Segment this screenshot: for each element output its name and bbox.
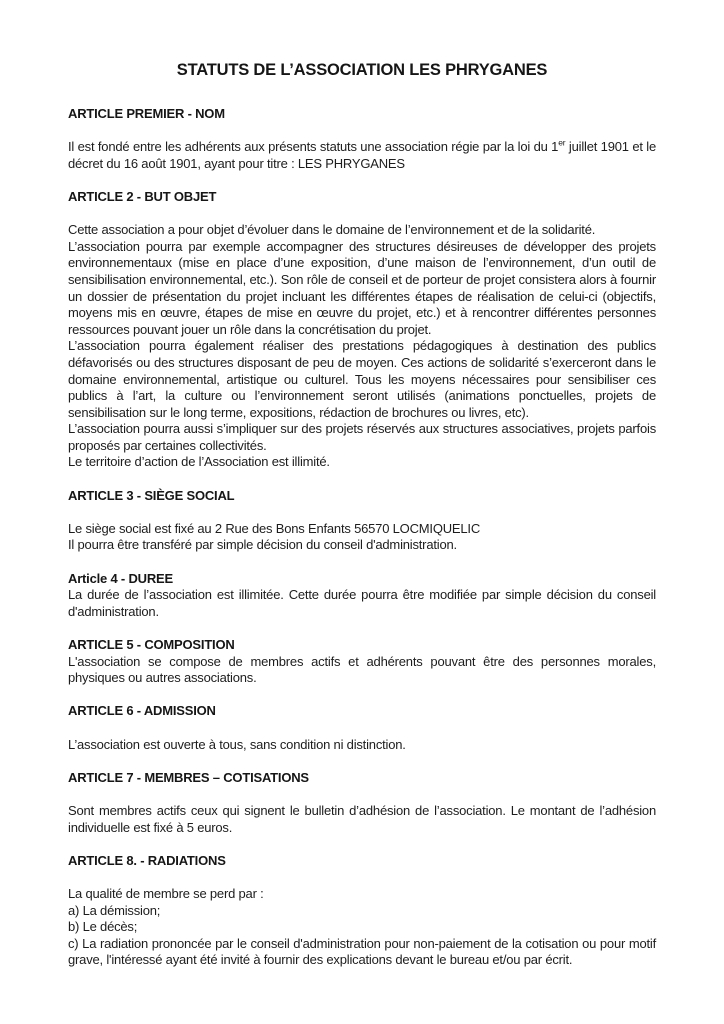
article-2-paragraph: L’association pourra également réaliser des prestations pédagogiques à destination des publics défavorisés ou des structures disposant de peu de moyen. Ces actions de solidarité s’exerceront dans le domaine environnemental, artistique ou culturel. Tous les moyens nécessaires pour sensibiliser ces publics à l’art, la culture ou l’environnement seront utilisés (animations ponctuelles, projets de sensibilisation sur le long terme, expositions, rédaction de brochures ou livres, etc).: [68, 338, 656, 420]
article-3-paragraph: Il pourra être transféré par simple décision du conseil d'administration.: [68, 537, 457, 553]
article-2-body: [68, 222, 656, 471]
ordinal-superscript: er: [558, 137, 566, 148]
article-4-section: [68, 571, 656, 621]
article-4-body: [68, 587, 656, 620]
article-2-paragraph: Cette association a pour objet d’évoluer dans le domaine de l’environnement et de la solidarité.: [68, 222, 596, 238]
article-8-heading: ARTICLE 8. - RADIATIONS: [68, 852, 226, 868]
article-6-heading: ARTICLE 6 - ADMISSION: [68, 703, 216, 719]
article-3-heading: ARTICLE 3 - SIÈGE SOCIAL: [68, 487, 235, 503]
article-7-paragraph: Sont membres actifs ceux qui signent le bulletin d’adhésion de l’association. Le montant de l’adhésion individuelle est fixé à 5 euros.: [68, 802, 656, 835]
article-1-body: [68, 139, 656, 172]
article-7-body: [68, 803, 656, 836]
article-2-paragraph: L’association pourra par exemple accompagner des structures désireuses de développer des projets environnementaux (mise en place d’une exposition, d’une maison de l’environnement, d’un outil de sensibilisation environnemental, etc.). Son rôle de conseil et de porteur de projet consistera alors à fournir un dossier de présentation du projet incluant les différentes étapes de réalisation de celui-ci (objectifs, moyens mis en œuvre, étapes de mise en œuvre du projet, etc.) et à rencontrer différentes personnes ressources pouvant jouer un rôle dans la concrétisation du projet.: [68, 238, 656, 337]
article-3-paragraph: Le siège social est fixé au 2 Rue des Bons Enfants 56570 LOCMIQUELIC: [68, 520, 481, 536]
article-7-section: [68, 770, 656, 836]
article-1-heading: ARTICLE PREMIER - NOM: [68, 106, 225, 121]
document-title: STATUTS DE L’ASSOCIATION LES PHRYGANES: [176, 61, 548, 79]
article-4-heading: Article 4 - DUREE: [68, 570, 173, 586]
article-7-heading: ARTICLE 7 - MEMBRES – COTISATIONS: [68, 769, 309, 785]
article-1-section: [68, 106, 656, 172]
article-1-paragraph: [68, 139, 656, 172]
article-5-body: [68, 654, 656, 687]
article-8-body: [68, 886, 656, 969]
article-6-paragraph: L’association est ouverte à tous, sans condition ni distinction.: [68, 736, 406, 752]
article-8-section: [68, 853, 656, 969]
article-8-list-item-c: c) La radiation prononcée par le conseil d'administration pour non-paiement de la cotisation ou pour motif grave, l'intéressé ayant été invité à fournir des explications devant le bureau et/ou par écrit.: [68, 935, 656, 968]
article-4-paragraph: La durée de l’association est illimitée. Cette durée pourra être modifiée par simple décision du conseil d'administration.: [68, 587, 656, 619]
article-2-paragraph: Le territoire d’action de l’Association est illimité.: [68, 454, 330, 470]
article-6-section: [68, 703, 656, 753]
article-3-section: [68, 488, 656, 554]
article-6-body: [68, 737, 656, 754]
article-2-section: [68, 189, 656, 471]
article-1-text-post: juillet 1901 et le décret du 16 août 1901, ayant pour titre : LES PHRYGANES: [68, 139, 656, 171]
article-5-heading: ARTICLE 5 - COMPOSITION: [68, 637, 235, 652]
article-2-paragraph: L’association pourra aussi s’impliquer sur des projets réservés aux structures associatives, projets parfois proposés par certaines collectivités.: [68, 421, 656, 453]
article-8-paragraph: La qualité de membre se perd par :: [68, 885, 264, 901]
article-5-section: [68, 637, 656, 687]
article-3-body: [68, 521, 656, 554]
article-2-heading: ARTICLE 2 - BUT OBJET: [68, 188, 217, 204]
article-8-list-item-b: b) Le décès;: [68, 919, 138, 935]
article-5-paragraph: L'association se compose de membres actifs et adhérents pouvant être des personnes morales, physiques ou autres associations.: [68, 653, 656, 686]
article-8-list-item-a: a) La démission;: [68, 902, 161, 918]
article-1-text-pre: Il est fondé entre les adhérents aux présents statuts une association régie par la loi du 1: [68, 139, 559, 155]
